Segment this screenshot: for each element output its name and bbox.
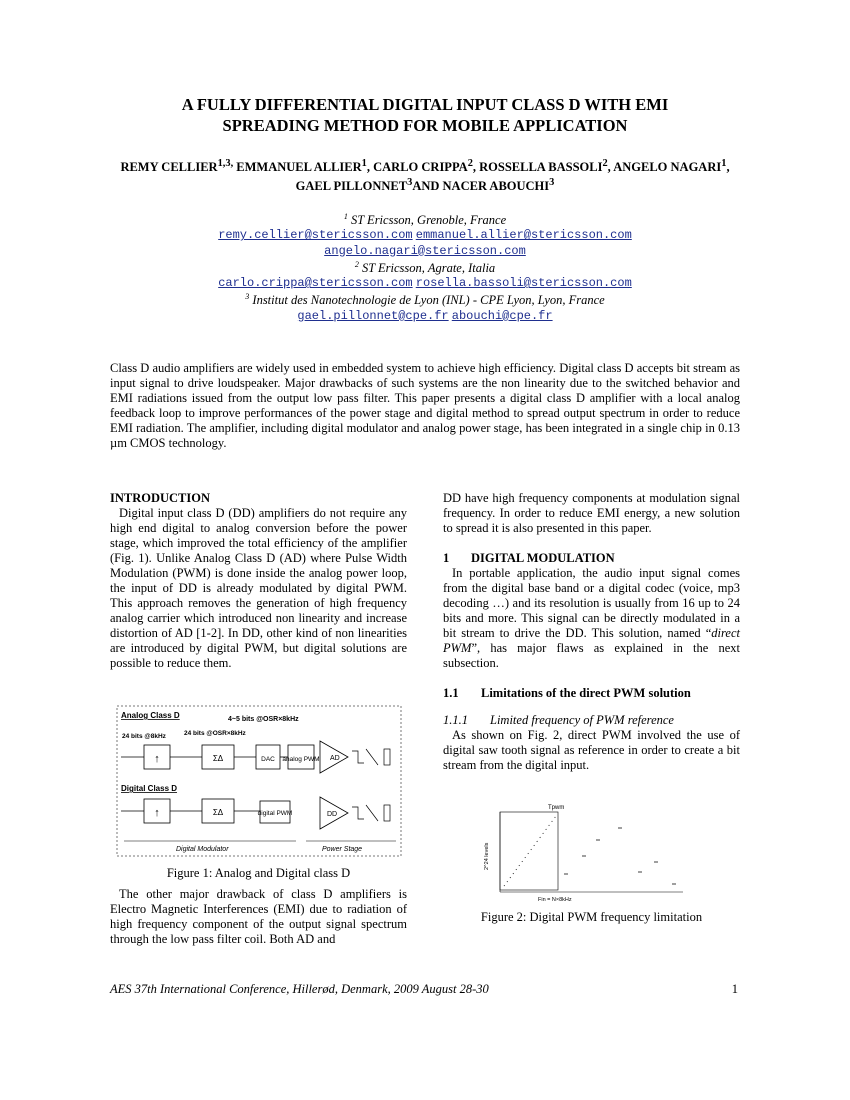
paragraph: As shown on Fig. 2, direct PWM involved the use of digital saw tooth signal as reference in order to create a bit stream from the digital input.	[443, 728, 740, 772]
page-number: 1	[731, 982, 738, 996]
paragraph	[443, 566, 740, 671]
figure-2-caption: Figure 2: Digital PWM frequency limitation	[480, 910, 703, 924]
section-heading-1-1-1	[443, 713, 740, 728]
email-link[interactable]: gael.pillonnet@cpe.fr	[297, 308, 449, 323]
section-heading-1-1	[443, 686, 740, 701]
y-axis-label: 2^24 levels	[484, 842, 490, 870]
paragraph: DD have high frequency components at modulation signal frequency. In order to reduce EMI energy, a new solution to spread it is also presented in this paper.	[443, 491, 740, 535]
resolution-label-3: 4~5 bits @OSR×8kHz	[228, 716, 299, 723]
author-sup: 1,3,	[217, 158, 234, 169]
affiliation-1	[110, 210, 740, 227]
tpwm-label: Tpwm	[548, 805, 565, 811]
digital-pwm-label: digital PWM	[257, 810, 293, 817]
footer-conference: AES 37th International Conference, Hillerød, Denmark, 2009 August 28-30	[110, 982, 489, 996]
dd-label: DD	[327, 811, 338, 818]
author-sup: 3	[549, 177, 555, 189]
affil-sup: 2	[354, 259, 359, 269]
text-run: In portable application, the audio input signal comes from the digital base band or a digital codec (voice, mp3 decoding …) and its resolution is usually from 16 up to 24 bits and more. This signal can be directly modulated in a bit stream to drive the DD. This solution, named “	[443, 566, 740, 640]
sigma-delta-label: ΣΔ	[212, 754, 224, 763]
figure-1	[116, 705, 402, 857]
email-link[interactable]: abouchi@cpe.fr	[451, 308, 553, 323]
section-title: Limited frequency of PWM reference	[490, 713, 674, 727]
resolution-label-2: 24 bits @OSR×8kHz	[184, 730, 246, 737]
email-link[interactable]: angelo.nagari@stericsson.com	[324, 243, 526, 258]
paragraph: The other major drawback of class D amplifiers is Electro Magnetic Interferences (EMI) due to radiation of high frequency component of the output signal spectrum through the low pass filter coil. Both AD and	[110, 887, 407, 946]
period-box	[500, 812, 558, 890]
dac-label: DAC	[261, 756, 275, 763]
filter-icon	[352, 751, 364, 763]
affiliation-3	[110, 290, 740, 307]
figure-2-diagram	[478, 800, 688, 904]
digital-modulator-label: Digital Modulator	[176, 846, 229, 853]
author-sup: 2	[467, 158, 473, 169]
section-title: DIGITAL MODULATION	[471, 551, 615, 565]
section-number: 1	[443, 551, 450, 565]
filter-icon	[352, 807, 364, 819]
affil-org: ST Ericsson, Agrate, Italia	[358, 260, 496, 275]
left-column	[110, 491, 407, 671]
affiliations	[110, 210, 740, 323]
email-link[interactable]: carlo.crippa@stericsson.com	[218, 276, 413, 291]
title-line-2: SPREADING METHOD FOR MOBILE APPLICATION	[222, 116, 628, 135]
author-name: , CARLO CRIPPA	[366, 160, 468, 175]
author-sup: 1	[361, 158, 367, 169]
abstract: Class D audio amplifiers are widely used in embedded system to achieve high efficiency. Digital class D accepts bit stream as input signal to drive loudspeaker. Major drawbacks of such systems are the non linearity due to the switched behavior and EMI radiations issued from the output low pass filter. This paper presents a digital class D amplifier with a local analog feedback loop to improve performances of the power stage and digital method to spread output spectrum in order to reduce EMI radiation. The amplifier, including digital modulator and analog power stage, has been integrated in a single chip in 0.13 µm CMOS technology.	[110, 361, 740, 450]
analog-pwm-label: analog PWM	[282, 756, 320, 763]
left-column-cont	[110, 887, 407, 947]
affiliation-2	[110, 258, 740, 275]
power-stage-label: Power Stage	[322, 846, 363, 853]
author-name: REMY CELLIER	[120, 160, 218, 175]
author-sup: 3	[407, 177, 413, 189]
sample-marks	[564, 828, 676, 884]
title-line-1: A FULLY DIFFERENTIAL DIGITAL INPUT CLASS D WITH EMI	[181, 95, 669, 114]
resolution-label-1: 24 bits @8kHz	[122, 733, 166, 740]
section-heading-1	[443, 551, 740, 566]
section-number: 1.1.1	[443, 713, 468, 727]
figure-1-caption: Figure 1: Analog and Digital class D	[166, 866, 351, 880]
affil-sup: 1	[343, 212, 348, 221]
affil-org: ST Ericsson, Grenoble, France	[347, 213, 507, 228]
text-run: ”, has major flaws as explained in the next subsection.	[443, 641, 740, 670]
filter-icon	[366, 749, 378, 765]
affil-sup: 3	[245, 292, 250, 302]
author-sup: 2	[602, 158, 608, 169]
email-link[interactable]: remy.cellier@stericsson.com	[218, 228, 413, 243]
speaker-icon	[384, 805, 390, 821]
section-number: 1.1	[443, 686, 459, 700]
email-link[interactable]: rosella.bassoli@stericsson.com	[415, 276, 632, 291]
ad-label: AD	[330, 755, 340, 762]
figure-border	[117, 706, 401, 856]
affil-org: Institut des Nanotechnologie de Lyon (INL) - CPE Lyon, Lyon, France	[249, 293, 605, 308]
section-title: Limitations of the direct PWM solution	[481, 686, 691, 700]
author-name: , ROSSELLA BASSOLI	[472, 160, 603, 175]
filter-icon	[366, 805, 378, 821]
up-arrow-icon: ↑	[154, 753, 160, 765]
paragraph: Digital input class D (DD) amplifiers do not require any high end digital to analog conversion before the power stage, which improved the total efficiency of the amplifier (Fig. 1). Unlike Analog Class D (AD) where Pulse Width Modulation (PWM) is done inside the analog power loop, the input of DD is already modulated by digital PWM. This approach removes the generation of high frequency analog carrier which introduced non linearity and increase distortion of AD [1-2]. In DD, other kind of non linearities are introduced by digital PWM, but digital solutions are possible to reduce them.	[110, 506, 407, 670]
author-name: EMMANUEL ALLIER	[233, 160, 362, 175]
figure-2	[478, 800, 688, 904]
analog-label: Analog Class D	[121, 711, 180, 720]
sigma-delta-label: ΣΔ	[212, 808, 224, 817]
right-column	[443, 491, 740, 773]
author-sup: 1	[721, 158, 727, 169]
digital-label: Digital Class D	[121, 784, 178, 793]
x-axis-label: Fin = N×8kHz	[538, 897, 572, 903]
author-name: , GAEL PILLONNET	[295, 160, 730, 194]
author-name: AND NACER ABOUCHI	[412, 179, 550, 194]
speaker-icon	[384, 749, 390, 765]
email-link[interactable]: emmanuel.allier@stericsson.com	[415, 228, 632, 243]
section-heading-introduction: INTRODUCTION	[110, 491, 211, 505]
paper-title	[110, 94, 740, 136]
author-name: , ANGELO NAGARI	[607, 160, 722, 175]
up-arrow-icon: ↑	[154, 807, 160, 819]
author-list	[120, 156, 730, 194]
emphasis: direct PWM	[443, 626, 740, 655]
sawtooth-ramp	[504, 816, 556, 886]
figure-1-diagram	[116, 705, 402, 857]
